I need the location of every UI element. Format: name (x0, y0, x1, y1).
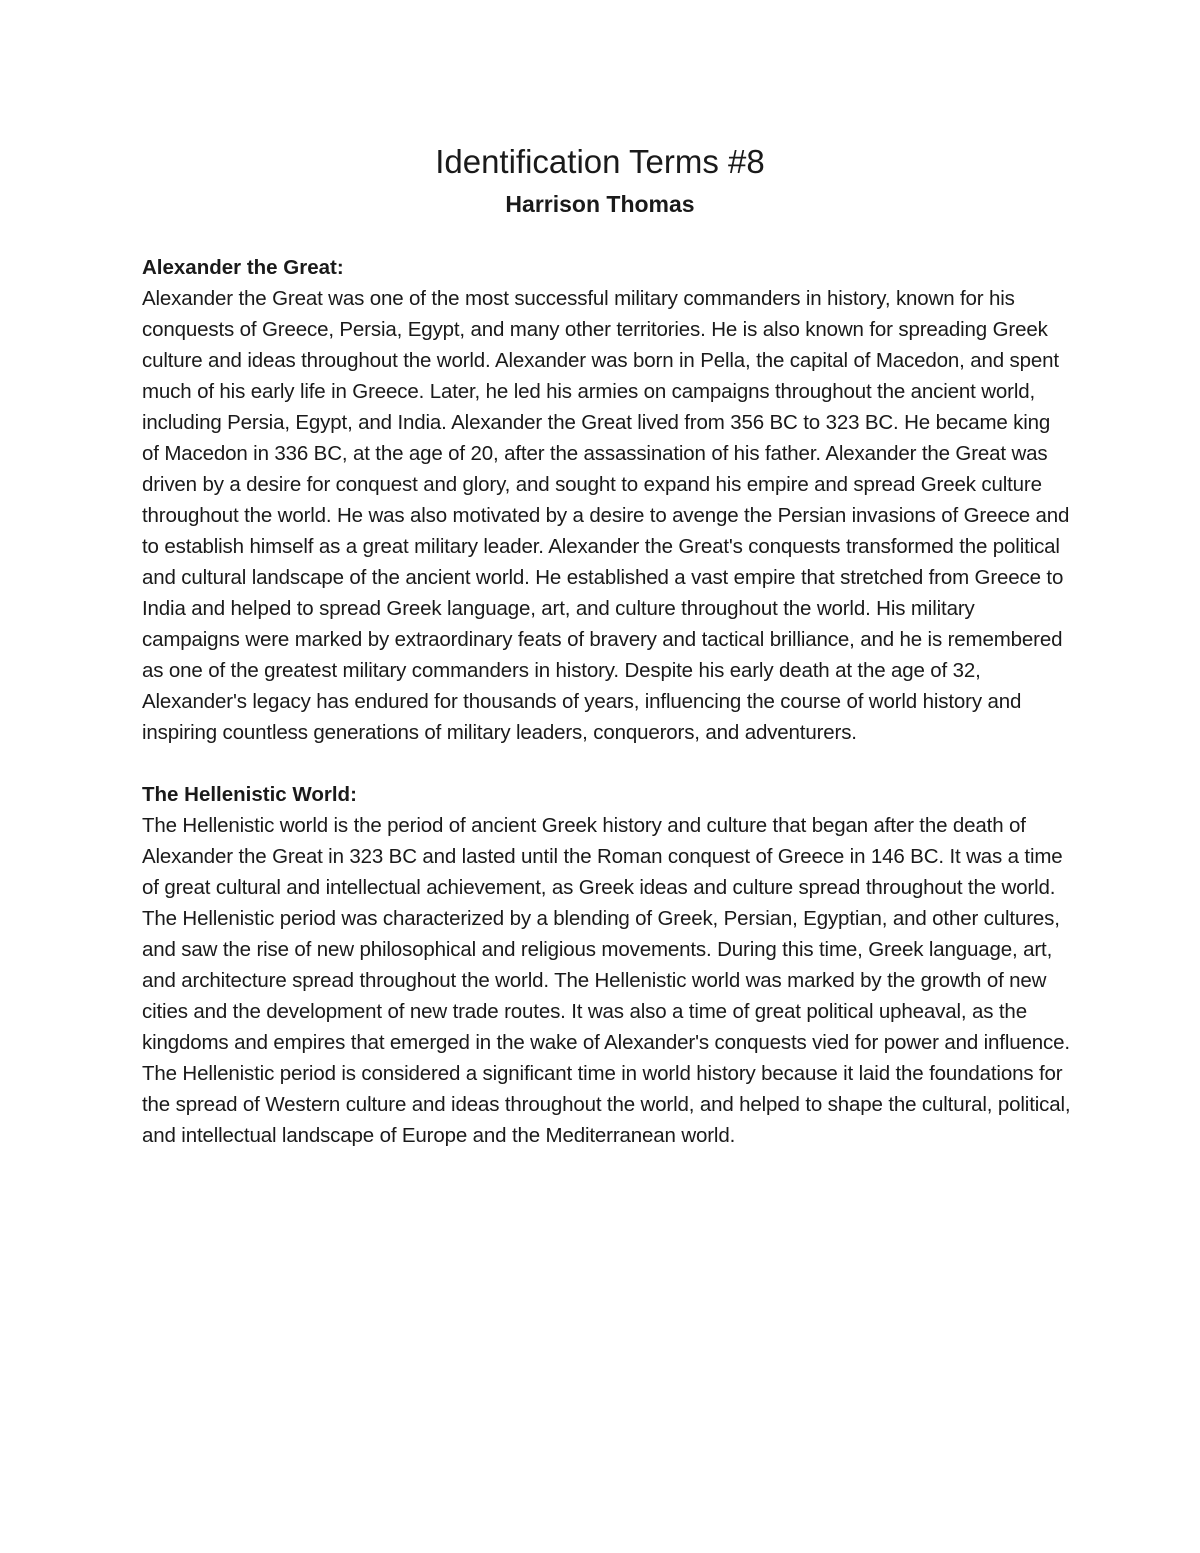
section-body: Alexander the Great was one of the most successful military commanders in history, known for his conquests of Greece, Persia, Egypt, and many other territories. He is also known for spreading Greek culture and ideas throughout the world. Alexander was born in Pella, the capital of Macedon, and spent much of his early life in Greece. Later, he led his armies on campaigns throughout the ancient world, including Persia, Egypt, and India. Alexander the Great lived from 356 BC to 323 BC. He became king of Macedon in 336 BC, at the age of 20, after the assassination of his father. Alexander the Great was driven by a desire for conquest and glory, and sought to expand his empire and spread Greek culture throughout the world. He was also motivated by a desire to avenge the Persian invasions of Greece and to establish himself as a great military leader. Alexander the Great's conquests transformed the political and cultural landscape of the ancient world. He established a vast empire that stretched from Greece to India and helped to spread Greek language, art, and culture throughout the world. His military campaigns were marked by extraordinary feats of bravery and tactical brilliance, and he is remembered as one of the greatest military commanders in history. Despite his early death at the age of 32, Alexander's legacy has endured for thousands of years, influencing the course of world history and inspiring countless generations of military leaders, conquerors, and adventurers. (142, 287, 1070, 744)
section-alexander-the-great (142, 252, 1072, 748)
section-heading: The Hellenistic World: (142, 783, 357, 806)
section-body: The Hellenistic world is the period of ancient Greek history and culture that began after the death of Alexander the Great in 323 BC and lasted until the Roman conquest of Greece in 146 BC. It was a time of great cultural and intellectual achievement, as Greek ideas and culture spread throughout the world. The Hellenistic period was characterized by a blending of Greek, Persian, Egyptian, and other cultures, and saw the rise of new philosophical and religious movements. During this time, Greek language, art, and architecture spread throughout the world. The Hellenistic world was marked by the growth of new cities and the development of new trade routes. It was also a time of great political upheaval, as the kingdoms and empires that emerged in the wake of Alexander's conquests vied for power and influence. The Hellenistic period is considered a significant time in world history because it laid the foundations for the spread of Western culture and ideas throughout the world, and helped to shape the cultural, political, and intellectual landscape of Europe and the Mediterranean world. (142, 814, 1071, 1147)
document-title: Identification Terms #8 (435, 143, 765, 180)
document-content (142, 252, 1072, 1182)
section-heading: Alexander the Great: (142, 256, 344, 279)
document-author: Harrison Thomas (505, 191, 695, 217)
section-hellenistic-world (142, 779, 1072, 1151)
